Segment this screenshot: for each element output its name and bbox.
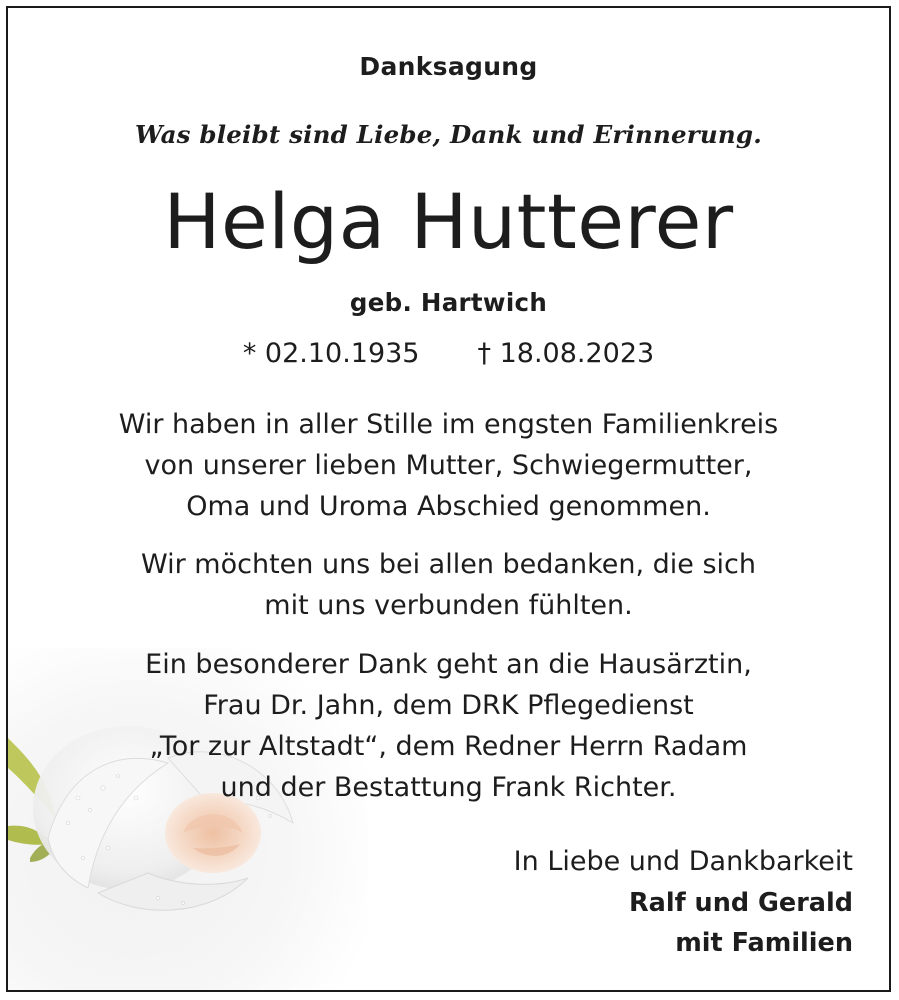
- obituary-notice: [6, 6, 891, 992]
- signers: Ralf und Gerald: [629, 888, 853, 918]
- paragraph-line: „Tor zur Altstadt“, dem Redner Herrn Radam: [149, 731, 748, 762]
- deceased-name: Helga Hutterer: [163, 177, 734, 266]
- paragraph-line: Wir haben in aller Stille im engsten Familienkreis: [118, 409, 779, 440]
- signers-suffix: mit Familien: [675, 928, 853, 958]
- birth-date: * 02.10.1935: [242, 338, 420, 369]
- paragraph-line: Ein besonderer Dank geht an die Hausärztin,: [145, 649, 752, 680]
- paragraph-line: von unserer lieben Mutter, Schwiegermutter,: [144, 450, 753, 481]
- death-date: † 18.08.2023: [477, 338, 655, 369]
- closing-line: In Liebe und Dankbarkeit: [513, 846, 853, 877]
- paragraph-line: Wir möchten uns bei allen bedanken, die sich: [141, 549, 756, 580]
- maiden-name: geb. Hartwich: [349, 288, 548, 317]
- paragraph-line: mit uns verbunden fühlten.: [264, 590, 633, 621]
- life-dates: [8, 338, 889, 369]
- paragraph-farewell: [8, 404, 889, 527]
- paragraph-special-thanks: [8, 644, 889, 808]
- paragraph-line: und der Bestattung Frank Richter.: [220, 772, 677, 803]
- notice-motto: Was bleibt sind Liebe, Dank und Erinnerung.: [135, 120, 762, 149]
- paragraph-line: Frau Dr. Jahn, dem DRK Pflegedienst: [203, 690, 694, 721]
- notice-heading: Danksagung: [359, 52, 538, 81]
- paragraph-thanks: [8, 544, 889, 626]
- paragraph-line: Oma und Uroma Abschied genommen.: [186, 491, 711, 522]
